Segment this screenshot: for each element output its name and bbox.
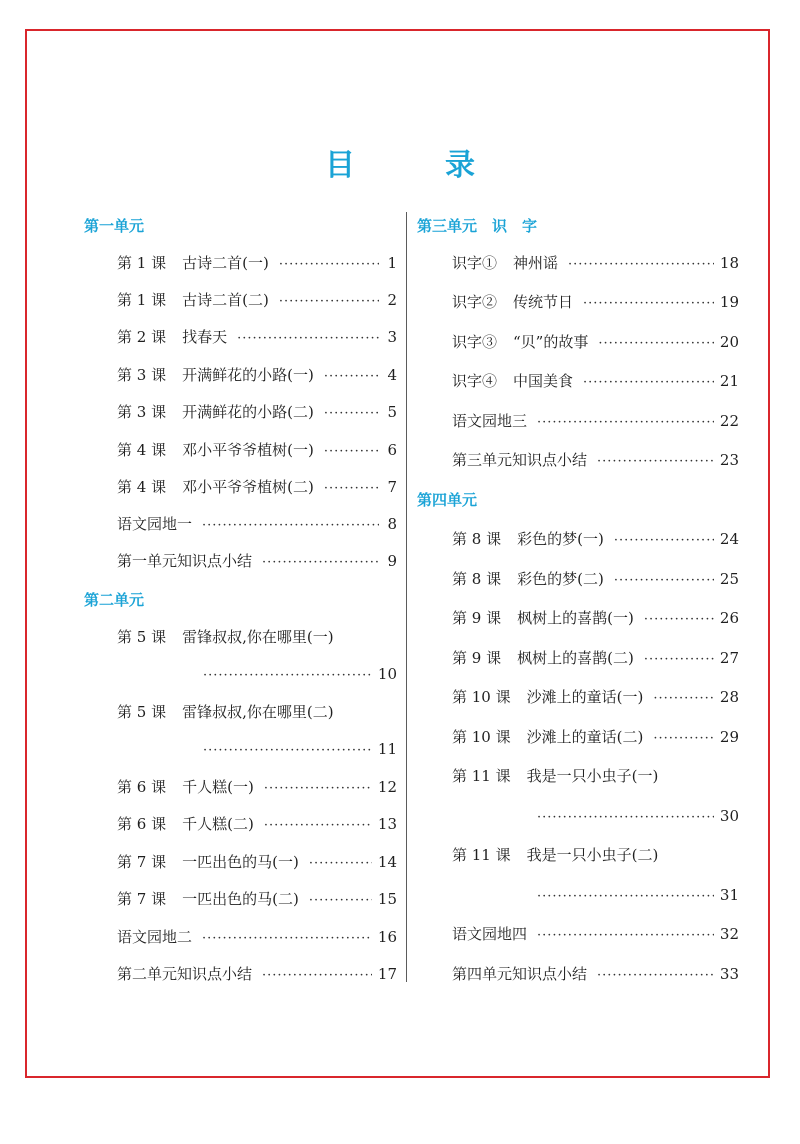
- page-number: 28: [719, 688, 739, 706]
- page-number: 6: [387, 441, 397, 459]
- lesson-title: 彩色的梦(二): [517, 570, 604, 588]
- leader-dots: [202, 928, 372, 950]
- leader-dots: [324, 366, 379, 388]
- lesson-label: 第 5 课: [117, 703, 167, 721]
- toc-entry[interactable]: [117, 364, 397, 388]
- page-number: 20: [719, 333, 739, 351]
- leader-dots: [537, 412, 714, 434]
- toc-entry[interactable]: [117, 401, 397, 425]
- lesson-title: 语文园地三: [452, 412, 528, 430]
- toc-entry[interactable]: [452, 607, 739, 631]
- lesson-title: 沙滩上的童话(一): [526, 688, 644, 706]
- lesson-title: 雷锋叔叔,你在哪里(一): [182, 628, 334, 646]
- leader-dots: [614, 570, 714, 592]
- leader-dots: [324, 478, 379, 500]
- lesson-title: 找春天: [182, 328, 228, 346]
- leader-dots: [537, 807, 714, 829]
- leader-dots: [583, 372, 714, 394]
- unit-heading-4: 第四单元: [417, 491, 478, 509]
- toc-entry[interactable]: [117, 252, 397, 276]
- leader-dots: [324, 403, 379, 425]
- unit-heading-2: 第二单元: [84, 591, 145, 609]
- leader-dots: [644, 649, 714, 671]
- page-number: 10: [377, 665, 397, 683]
- page-number: 27: [719, 649, 739, 667]
- page-number: 25: [719, 570, 739, 588]
- lesson-label: 第 4 课: [117, 478, 167, 496]
- toc-entry[interactable]: [117, 476, 397, 500]
- leader-dots: [237, 328, 379, 350]
- lesson-label: 第 8 课: [452, 570, 502, 588]
- lesson-title: 雷锋叔叔,你在哪里(二): [182, 703, 334, 721]
- toc-entry[interactable]: [117, 926, 397, 950]
- lesson-title: 一匹出色的马(二): [182, 890, 299, 908]
- lesson-label: 第 6 课: [117, 778, 167, 796]
- page-number: 14: [377, 853, 397, 871]
- leader-dots: [203, 740, 372, 762]
- leader-dots: [279, 254, 379, 276]
- page-number: 21: [719, 372, 739, 390]
- toc-entry[interactable]: [117, 813, 397, 837]
- leader-dots: [568, 254, 714, 276]
- leader-dots: [644, 609, 714, 631]
- page-number: 16: [377, 928, 397, 946]
- page-number: 22: [719, 412, 739, 430]
- lesson-title: 枫树上的喜鹊(二): [517, 649, 634, 667]
- page-number: 29: [719, 728, 739, 746]
- unit-heading-1: 第一单元: [84, 217, 145, 235]
- toc-entry[interactable]: [452, 844, 739, 866]
- leader-dots: [309, 853, 372, 875]
- toc-entry-continuation[interactable]: [537, 805, 739, 829]
- column-divider: [406, 212, 407, 982]
- lesson-title: 开满鲜花的小路(一): [182, 366, 314, 384]
- lesson-title: “贝”的故事: [513, 333, 589, 351]
- page-number: 31: [719, 886, 739, 904]
- lesson-title: 古诗二首(二): [182, 291, 269, 309]
- lesson-label: 第 7 课: [117, 853, 167, 871]
- toc-entry[interactable]: [452, 923, 739, 947]
- lesson-title: 第一单元知识点小结: [117, 552, 253, 570]
- unit-heading-3: 第三单元 识 字: [417, 217, 538, 235]
- page-number: 32: [719, 925, 739, 943]
- page-number: 18: [719, 254, 739, 272]
- page-title: 目 录: [325, 148, 505, 183]
- toc-entry[interactable]: [117, 513, 397, 537]
- page-number: 19: [719, 293, 739, 311]
- lesson-label: 第 5 课: [117, 628, 167, 646]
- toc-entry[interactable]: [117, 550, 397, 574]
- lesson-title: 古诗二首(一): [182, 254, 269, 272]
- page-number: 24: [719, 530, 739, 548]
- lesson-title: 一匹出色的马(一): [182, 853, 299, 871]
- page-number: 8: [387, 515, 397, 533]
- page-number: 17: [377, 965, 397, 983]
- leader-dots: [203, 665, 372, 687]
- lesson-label: 第 1 课: [117, 291, 167, 309]
- toc-entry[interactable]: [452, 568, 739, 592]
- toc-entry[interactable]: [452, 410, 739, 434]
- toc-entry[interactable]: [117, 289, 397, 313]
- lesson-title: 邓小平爷爷植树(二): [182, 478, 314, 496]
- lesson-label: 识字①: [452, 254, 498, 272]
- page-number: 9: [387, 552, 397, 570]
- page-number: 5: [387, 403, 397, 421]
- toc-entry[interactable]: [117, 626, 397, 648]
- lesson-title: 邓小平爷爷植树(一): [182, 441, 314, 459]
- lesson-title: 枫树上的喜鹊(一): [517, 609, 634, 627]
- leader-dots: [597, 451, 714, 473]
- toc-entry[interactable]: [452, 647, 739, 671]
- lesson-label: 识字③: [452, 333, 498, 351]
- toc-entry[interactable]: [452, 291, 739, 315]
- page-number: 4: [387, 366, 397, 384]
- leader-dots: [279, 291, 379, 313]
- lesson-label: 第 6 课: [117, 815, 167, 833]
- toc-entry-continuation[interactable]: [203, 663, 397, 687]
- lesson-label: 第 1 课: [117, 254, 167, 272]
- leader-dots: [324, 441, 379, 463]
- leader-dots: [653, 688, 714, 710]
- lesson-title: 传统节日: [513, 293, 574, 311]
- lesson-title: 第二单元知识点小结: [117, 965, 253, 983]
- leader-dots: [262, 965, 372, 987]
- page-number: 30: [719, 807, 739, 825]
- lesson-label: 第 7 课: [117, 890, 167, 908]
- toc-entry[interactable]: [117, 888, 397, 912]
- leader-dots: [653, 728, 714, 750]
- lesson-label: 第 9 课: [452, 649, 502, 667]
- leader-dots: [614, 530, 714, 552]
- lesson-label: 第 8 课: [452, 530, 502, 548]
- leader-dots: [598, 333, 714, 355]
- lesson-title: 我是一只小虫子(一): [526, 767, 659, 785]
- lesson-title: 千人糕(二): [182, 815, 254, 833]
- lesson-title: 开满鲜花的小路(二): [182, 403, 314, 421]
- page-number: 23: [719, 451, 739, 469]
- lesson-title: 中国美食: [513, 372, 574, 390]
- toc-entry[interactable]: [452, 370, 739, 394]
- lesson-title: 沙滩上的童话(二): [526, 728, 644, 746]
- toc-entry[interactable]: [452, 963, 739, 987]
- lesson-label: 第 3 课: [117, 366, 167, 384]
- page-number: 11: [377, 740, 397, 758]
- lesson-label: 第 10 课: [452, 688, 511, 706]
- lesson-title: 我是一只小虫子(二): [526, 846, 659, 864]
- page-number: 3: [387, 328, 397, 346]
- toc-entry[interactable]: [117, 776, 397, 800]
- leader-dots: [537, 925, 714, 947]
- toc-entry[interactable]: [452, 686, 739, 710]
- lesson-label: 第 10 课: [452, 728, 511, 746]
- toc-entry[interactable]: [117, 963, 397, 987]
- lesson-label: 识字②: [452, 293, 498, 311]
- lesson-title: 神州谣: [513, 254, 559, 272]
- page-number: 33: [719, 965, 739, 983]
- lesson-label: 第 2 课: [117, 328, 167, 346]
- page-number: 15: [377, 890, 397, 908]
- page-number: 12: [377, 778, 397, 796]
- leader-dots: [262, 552, 379, 574]
- toc-entry[interactable]: [117, 326, 397, 350]
- page-number: 26: [719, 609, 739, 627]
- toc-right-column: [408, 0, 800, 1144]
- toc-entry[interactable]: [117, 701, 397, 723]
- lesson-title: 语文园地一: [117, 515, 193, 533]
- lesson-label: 第 4 课: [117, 441, 167, 459]
- toc-entry[interactable]: [452, 252, 739, 276]
- page-number: 2: [387, 291, 397, 309]
- toc-entry[interactable]: [117, 851, 397, 875]
- toc-entry[interactable]: [117, 439, 397, 463]
- lesson-label: 第 11 课: [452, 767, 511, 785]
- toc-entry-continuation[interactable]: [203, 738, 397, 762]
- lesson-label: 识字④: [452, 372, 498, 390]
- toc-entry[interactable]: [452, 331, 739, 355]
- leader-dots: [309, 890, 372, 912]
- toc-entry-continuation[interactable]: [537, 884, 739, 908]
- toc-entry[interactable]: [452, 765, 739, 787]
- leader-dots: [537, 886, 714, 908]
- leader-dots: [264, 778, 372, 800]
- toc-entry[interactable]: [452, 528, 739, 552]
- lesson-label: 第 9 课: [452, 609, 502, 627]
- lesson-title: 语文园地四: [452, 925, 528, 943]
- toc-entry[interactable]: [452, 449, 739, 473]
- leader-dots: [202, 515, 379, 537]
- lesson-title: 第三单元知识点小结: [452, 451, 588, 469]
- page-number: 13: [377, 815, 397, 833]
- leader-dots: [583, 293, 714, 315]
- leader-dots: [264, 815, 372, 837]
- lesson-title: 语文园地二: [117, 928, 193, 946]
- page-number: 1: [387, 254, 397, 272]
- page-number: 7: [387, 478, 397, 496]
- leader-dots: [597, 965, 714, 987]
- toc-entry[interactable]: [452, 726, 739, 750]
- lesson-title: 第四单元知识点小结: [452, 965, 588, 983]
- lesson-title: 彩色的梦(一): [517, 530, 604, 548]
- lesson-label: 第 3 课: [117, 403, 167, 421]
- lesson-label: 第 11 课: [452, 846, 511, 864]
- lesson-title: 千人糕(一): [182, 778, 254, 796]
